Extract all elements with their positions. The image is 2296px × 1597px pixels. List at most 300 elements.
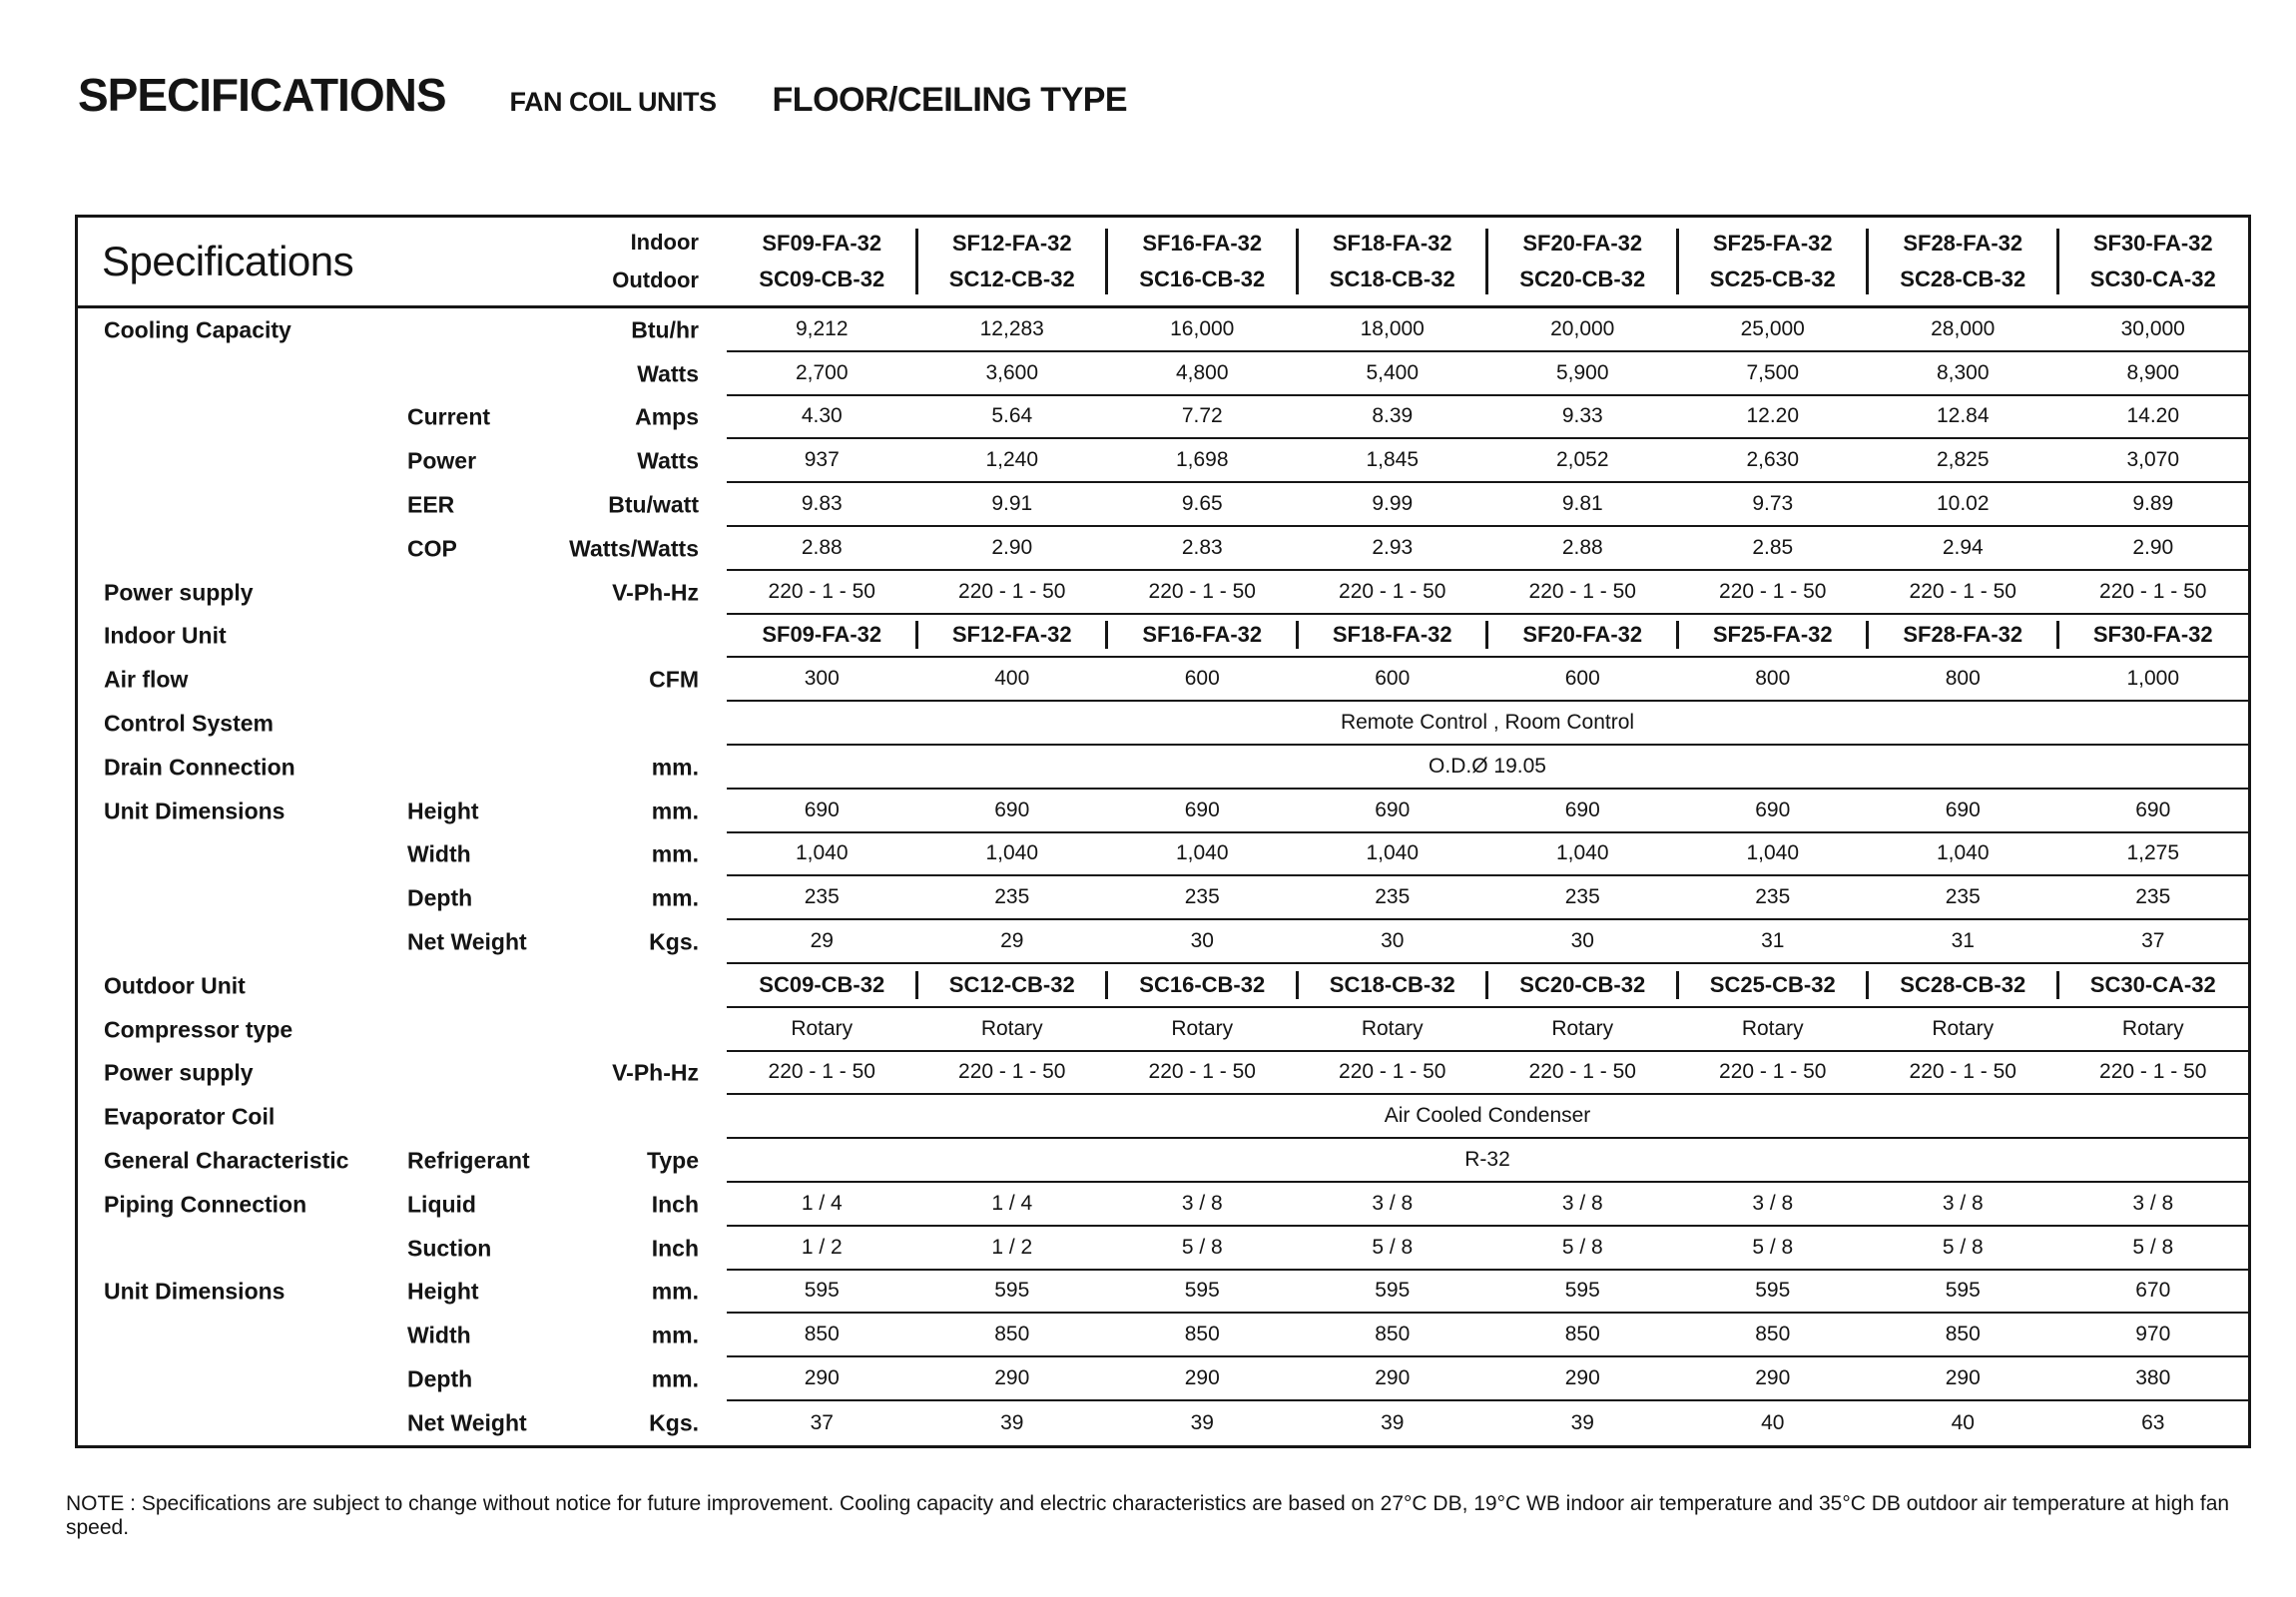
table-row [78, 1271, 2248, 1315]
value-cell: 850 [1375, 1323, 1411, 1346]
value-cell: 1 / 2 [801, 1235, 843, 1259]
row-unit-label: mm. [651, 1365, 699, 1392]
row-data [727, 1052, 2248, 1096]
outdoor-model: SC20-CB-32 [1519, 266, 1646, 291]
value-cell: 28,000 [1931, 316, 1996, 340]
table-row [78, 396, 2248, 440]
row-data [727, 746, 2248, 790]
value-cell: 20,000 [1550, 316, 1615, 340]
value-cell: 220 - 1 - 50 [1909, 579, 2016, 603]
model-value-cell: SC09-CB-32 [727, 964, 917, 1006]
value-cell: 595 [1375, 1279, 1411, 1303]
span-value-cell: Air Cooled Condenser [1384, 1104, 1591, 1128]
row-data [727, 483, 2248, 527]
value-cell: 40 [1951, 1410, 1975, 1434]
indoor-model: SF16-FA-32 [1142, 231, 1263, 256]
value-cell: 2.83 [1181, 535, 1223, 559]
outdoor-model: SC16-CB-32 [1139, 266, 1266, 291]
value-cell: 235 [1375, 885, 1411, 909]
value-cell: 800 [1755, 667, 1791, 691]
row-data [727, 790, 2248, 833]
row-data [727, 527, 2248, 571]
model-value-cell: SF25-FA-32 [1678, 615, 1869, 657]
value-cell: 220 - 1 - 50 [958, 579, 1066, 603]
row-labels [78, 1052, 727, 1096]
value-cell: 39 [1381, 1410, 1405, 1434]
value-cell: 2,825 [1936, 448, 1990, 472]
table-row [78, 1052, 2248, 1096]
row-labels [78, 1008, 727, 1052]
row-labels [78, 790, 727, 833]
value-cell: 1,698 [1175, 448, 1229, 472]
value-cell: 40 [1761, 1410, 1785, 1434]
model-column [1107, 218, 1298, 305]
row-labels [78, 1095, 727, 1139]
row-data [727, 308, 2248, 352]
table-row [78, 964, 2248, 1008]
table-row [78, 1139, 2248, 1183]
value-cell: 290 [804, 1366, 840, 1390]
row-group-label: Outdoor Unit [104, 972, 246, 999]
value-cell: 12.20 [1746, 404, 1800, 428]
value-cell: 9.91 [991, 492, 1033, 516]
model-value-cell: SC28-CB-32 [1868, 964, 2058, 1006]
row-data [727, 1227, 2248, 1271]
value-cell: 220 - 1 - 50 [1339, 579, 1446, 603]
value-cell: 300 [804, 667, 840, 691]
value-cell: 220 - 1 - 50 [2099, 579, 2207, 603]
table-row [78, 439, 2248, 483]
value-cell: 8,300 [1936, 360, 1990, 384]
value-cell: 850 [1184, 1323, 1220, 1346]
row-labels [78, 1183, 727, 1227]
model-value-cell: SC18-CB-32 [1298, 964, 1488, 1006]
row-unit-label: CFM [649, 666, 699, 693]
row-unit-label: Amps [635, 403, 699, 430]
row-unit-label: Btu/hr [631, 316, 699, 343]
page-subtitle-fan-coil-units: FAN COIL UNITS [509, 87, 717, 117]
model-value-cell: SC20-CB-32 [1487, 964, 1678, 1006]
value-cell: 800 [1945, 667, 1981, 691]
value-cell: 37 [810, 1410, 834, 1434]
row-data [727, 833, 2248, 877]
table-row [78, 1357, 2248, 1401]
row-sub-label: Depth [407, 884, 473, 911]
row-unit-label: Type [647, 1147, 699, 1174]
value-cell: 2.93 [1372, 535, 1414, 559]
value-cell: 3 / 8 [1181, 1191, 1223, 1215]
row-labels [78, 308, 727, 352]
row-labels [78, 396, 727, 440]
row-data [727, 1139, 2248, 1183]
value-cell: 290 [1945, 1366, 1981, 1390]
value-cell: 220 - 1 - 50 [1719, 1060, 1827, 1084]
row-labels [78, 658, 727, 702]
value-cell: 2.90 [2132, 535, 2174, 559]
row-sub-label: Net Weight [407, 1409, 527, 1436]
value-cell: 5 / 8 [1561, 1235, 1603, 1259]
row-data [727, 1314, 2248, 1357]
value-cell: 7.72 [1181, 404, 1223, 428]
value-cell: 380 [2135, 1366, 2171, 1390]
value-cell: 9.99 [1372, 492, 1414, 516]
outdoor-model: SC12-CB-32 [948, 266, 1075, 291]
value-cell: 595 [1755, 1279, 1791, 1303]
row-labels [78, 1401, 727, 1445]
page-title: SPECIFICATIONS [78, 69, 446, 121]
row-sub-label: Width [407, 1322, 471, 1348]
row-sub-label: Height [407, 1278, 479, 1305]
row-labels [78, 439, 727, 483]
table-corner-title: Specifications [102, 238, 354, 284]
value-cell: 12.84 [1936, 404, 1990, 428]
value-cell: Rotary [1171, 1016, 1234, 1040]
value-cell: 10.02 [1936, 492, 1990, 516]
row-data [727, 920, 2248, 964]
row-labels [78, 571, 727, 615]
indoor-model: SF20-FA-32 [1522, 231, 1643, 256]
value-cell: 235 [994, 885, 1030, 909]
table-body [78, 308, 2248, 1445]
value-cell: 690 [1564, 798, 1600, 821]
model-value-cell: SC12-CB-32 [917, 964, 1108, 1006]
value-cell: 3,600 [985, 360, 1039, 384]
value-cell: 690 [1184, 798, 1220, 821]
table-row [78, 790, 2248, 833]
value-cell: 5 / 8 [1942, 1235, 1984, 1259]
value-cell: 5,900 [1555, 360, 1609, 384]
row-data [727, 1401, 2248, 1445]
value-cell: 9.65 [1181, 492, 1223, 516]
value-cell: 30 [1570, 929, 1594, 953]
model-value-cell: SF16-FA-32 [1107, 615, 1298, 657]
model-value-cell: SF20-FA-32 [1487, 615, 1678, 657]
row-labels [78, 527, 727, 571]
row-unit-label: mm. [651, 798, 699, 824]
value-cell: 9.89 [2132, 492, 2174, 516]
row-unit-label: Kgs. [649, 928, 699, 955]
value-cell: 29 [1000, 929, 1024, 953]
indoor-model: SF12-FA-32 [951, 231, 1072, 256]
value-cell: Rotary [1361, 1016, 1424, 1040]
row-unit-label: Watts/Watts [569, 535, 699, 562]
row-unit-label: Inch [651, 1191, 699, 1218]
row-unit-label: Watts [637, 447, 699, 474]
value-cell: 29 [810, 929, 834, 953]
value-cell: 670 [2135, 1279, 2171, 1303]
outdoor-model: SC28-CB-32 [1900, 266, 2026, 291]
row-labels [78, 1139, 727, 1183]
value-cell: Rotary [1551, 1016, 1614, 1040]
value-cell: 595 [994, 1279, 1030, 1303]
value-cell: 290 [1755, 1366, 1791, 1390]
row-unit-label: Inch [651, 1235, 699, 1262]
table-row [78, 658, 2248, 702]
value-cell: Rotary [1741, 1016, 1804, 1040]
row-group-label: Cooling Capacity [104, 316, 291, 343]
value-cell: 220 - 1 - 50 [958, 1060, 1066, 1084]
indoor-model: SF09-FA-32 [762, 231, 882, 256]
row-group-label: Evaporator Coil [104, 1103, 276, 1130]
value-cell: 5,400 [1366, 360, 1420, 384]
value-cell: 690 [1375, 798, 1411, 821]
model-value-cell: SF12-FA-32 [917, 615, 1108, 657]
value-cell: 31 [1761, 929, 1785, 953]
indoor-model: SF30-FA-32 [2092, 231, 2213, 256]
value-cell: 39 [1000, 1410, 1024, 1434]
table-row [78, 308, 2248, 352]
value-cell: 9.33 [1561, 404, 1603, 428]
value-cell: 2.85 [1752, 535, 1794, 559]
row-data [727, 396, 2248, 440]
indoor-label: Indoor [630, 230, 699, 255]
row-unit-label: Watts [637, 360, 699, 387]
value-cell: 220 - 1 - 50 [1528, 579, 1636, 603]
value-cell: 16,000 [1170, 316, 1235, 340]
row-labels [78, 1271, 727, 1315]
row-labels [78, 876, 727, 920]
value-cell: 690 [1945, 798, 1981, 821]
value-cell: 1 / 2 [991, 1235, 1033, 1259]
value-cell: 1,040 [1555, 841, 1609, 865]
value-cell: 1,040 [795, 841, 849, 865]
row-data [727, 702, 2248, 746]
value-cell: 235 [2135, 885, 2171, 909]
value-cell: 1 / 4 [991, 1191, 1033, 1215]
value-cell: 690 [2135, 798, 2171, 821]
value-cell: 235 [804, 885, 840, 909]
row-data [727, 615, 2248, 659]
row-labels [78, 1227, 727, 1271]
value-cell: 290 [994, 1366, 1030, 1390]
span-value-cell: R-32 [1464, 1148, 1510, 1172]
value-cell: 2,700 [795, 360, 849, 384]
row-labels [78, 746, 727, 790]
outdoor-model: SC09-CB-32 [759, 266, 885, 291]
row-data [727, 1271, 2248, 1315]
span-value-cell: O.D.Ø 19.05 [1429, 754, 1546, 778]
value-cell: 220 - 1 - 50 [1339, 1060, 1446, 1084]
value-cell: 595 [1564, 1279, 1600, 1303]
value-cell: 1,000 [2126, 667, 2180, 691]
value-cell: Rotary [2121, 1016, 2184, 1040]
row-labels [78, 1314, 727, 1357]
table-row [78, 615, 2248, 659]
value-cell: 690 [994, 798, 1030, 821]
value-cell: 5 / 8 [1181, 1235, 1223, 1259]
value-cell: 1,040 [985, 841, 1039, 865]
row-sub-label: EER [407, 491, 455, 518]
value-cell: 290 [1564, 1366, 1600, 1390]
value-cell: 1,040 [1175, 841, 1229, 865]
value-cell: 850 [1945, 1323, 1981, 1346]
row-unit-label: mm. [651, 1322, 699, 1348]
value-cell: 1,275 [2126, 841, 2180, 865]
value-cell: 290 [1184, 1366, 1220, 1390]
value-cell: 2.94 [1942, 535, 1984, 559]
table-row [78, 1401, 2248, 1445]
table-row [78, 352, 2248, 396]
value-cell: 850 [804, 1323, 840, 1346]
value-cell: 9.81 [1561, 492, 1603, 516]
model-column [727, 218, 917, 305]
table-row [78, 876, 2248, 920]
row-labels [78, 833, 727, 877]
outdoor-model: SC25-CB-32 [1709, 266, 1836, 291]
value-cell: 3 / 8 [1942, 1191, 1984, 1215]
value-cell: 5 / 8 [1752, 1235, 1794, 1259]
row-group-label: Power supply [104, 1059, 254, 1086]
model-value-cell: SF30-FA-32 [2092, 622, 2213, 648]
value-cell: 290 [1375, 1366, 1411, 1390]
value-cell: 39 [1570, 1410, 1594, 1434]
value-cell: 8.39 [1372, 404, 1414, 428]
row-unit-label: Kgs. [649, 1409, 699, 1436]
model-value-cell: SF09-FA-32 [727, 615, 917, 657]
value-cell: 1,040 [1936, 841, 1990, 865]
value-cell: 850 [1564, 1323, 1600, 1346]
row-labels [78, 1357, 727, 1401]
value-cell: 1 / 4 [801, 1191, 843, 1215]
value-cell: 235 [1945, 885, 1981, 909]
model-value-cell: SC16-CB-32 [1107, 964, 1298, 1006]
row-unit-label: mm. [651, 1278, 699, 1305]
value-cell: 220 - 1 - 50 [1528, 1060, 1636, 1084]
row-unit-label: V-Ph-Hz [612, 1059, 699, 1086]
row-group-label: Control System [104, 710, 274, 737]
indoor-model: SF18-FA-32 [1332, 231, 1452, 256]
row-unit-label: mm. [651, 754, 699, 781]
row-labels [78, 483, 727, 527]
row-labels [78, 615, 727, 659]
model-columns [727, 218, 2248, 305]
value-cell: 5 / 8 [1372, 1235, 1414, 1259]
value-cell: 850 [1755, 1323, 1791, 1346]
row-group-label: Air flow [104, 666, 189, 693]
value-cell: 2.88 [801, 535, 843, 559]
table-row [78, 1008, 2248, 1052]
value-cell: 970 [2135, 1323, 2171, 1346]
value-cell: 937 [804, 448, 840, 472]
value-cell: 600 [1564, 667, 1600, 691]
value-cell: 30,000 [2120, 316, 2185, 340]
specifications-table [75, 215, 2251, 1448]
value-cell: 235 [1755, 885, 1791, 909]
value-cell: Rotary [1932, 1016, 1995, 1040]
model-column [2058, 218, 2249, 305]
value-cell: 1,845 [1366, 448, 1420, 472]
row-group-label: General Characteristic [104, 1147, 349, 1174]
table-row [78, 833, 2248, 877]
value-cell: 690 [804, 798, 840, 821]
value-cell: 1,240 [985, 448, 1039, 472]
value-cell: 2.90 [991, 535, 1033, 559]
table-row [78, 571, 2248, 615]
value-cell: 63 [2141, 1410, 2165, 1434]
span-value-cell: Remote Control , Room Control [1340, 711, 1635, 735]
value-cell: 235 [1564, 885, 1600, 909]
model-value-cell: SC25-CB-32 [1678, 964, 1869, 1006]
model-column [1678, 218, 1869, 305]
page-subtitle-floor-ceiling-type: FLOOR/CEILING TYPE [772, 81, 1128, 119]
row-sub-label: Depth [407, 1365, 473, 1392]
outdoor-model: SC30-CA-32 [2089, 266, 2216, 291]
value-cell: 220 - 1 - 50 [1148, 1060, 1256, 1084]
value-cell: 4,800 [1175, 360, 1229, 384]
value-cell: 12,283 [979, 316, 1044, 340]
row-sub-label: Liquid [407, 1191, 476, 1218]
value-cell: 220 - 1 - 50 [1719, 579, 1827, 603]
row-group-label: Compressor type [104, 1016, 293, 1043]
row-data [727, 876, 2248, 920]
value-cell: 2,052 [1555, 448, 1609, 472]
value-cell: 25,000 [1740, 316, 1805, 340]
row-sub-label: Suction [407, 1235, 492, 1262]
row-data [727, 1183, 2248, 1227]
indoor-model: SF28-FA-32 [1903, 231, 2023, 256]
value-cell: 2,630 [1746, 448, 1800, 472]
table-row [78, 1314, 2248, 1357]
row-sub-label: Height [407, 798, 479, 824]
value-cell: Rotary [980, 1016, 1043, 1040]
row-data [727, 352, 2248, 396]
row-data [727, 1008, 2248, 1052]
value-cell: 9.83 [801, 492, 843, 516]
table-corner-cell [78, 218, 727, 305]
value-cell: 220 - 1 - 50 [2099, 1060, 2207, 1084]
row-sub-label: Power [407, 447, 477, 474]
row-labels [78, 702, 727, 746]
value-cell: 37 [2141, 929, 2165, 953]
value-cell: 3 / 8 [1752, 1191, 1794, 1215]
table-row [78, 483, 2248, 527]
row-data [727, 964, 2248, 1008]
row-data [727, 1095, 2248, 1139]
value-cell: 1,040 [1746, 841, 1800, 865]
row-unit-label: Btu/watt [608, 491, 699, 518]
model-column [1868, 218, 2058, 305]
row-sub-label: Refrigerant [407, 1147, 530, 1174]
row-group-label: Piping Connection [104, 1191, 307, 1218]
value-cell: 30 [1381, 929, 1405, 953]
outdoor-model: SC18-CB-32 [1329, 266, 1455, 291]
row-data [727, 658, 2248, 702]
row-sub-label: COP [407, 535, 457, 562]
value-cell: 31 [1951, 929, 1975, 953]
model-column [1298, 218, 1488, 305]
model-column [917, 218, 1108, 305]
value-cell: 7,500 [1746, 360, 1800, 384]
table-row [78, 1183, 2248, 1227]
row-data [727, 1357, 2248, 1401]
row-sub-label: Width [407, 840, 471, 867]
value-cell: 400 [994, 667, 1030, 691]
indoor-outdoor-labels [612, 224, 699, 299]
table-row [78, 920, 2248, 964]
value-cell: 1,040 [1366, 841, 1420, 865]
value-cell: 850 [994, 1323, 1030, 1346]
value-cell: 220 - 1 - 50 [1148, 579, 1256, 603]
value-cell: 2.88 [1561, 535, 1603, 559]
value-cell: 220 - 1 - 50 [768, 1060, 875, 1084]
value-cell: 3,070 [2126, 448, 2180, 472]
row-unit-label: mm. [651, 884, 699, 911]
value-cell: 4.30 [801, 404, 843, 428]
table-row [78, 1227, 2248, 1271]
model-value-cell: SF28-FA-32 [1868, 615, 2058, 657]
value-cell: 14.20 [2126, 404, 2180, 428]
row-group-label: Unit Dimensions [104, 1278, 286, 1305]
